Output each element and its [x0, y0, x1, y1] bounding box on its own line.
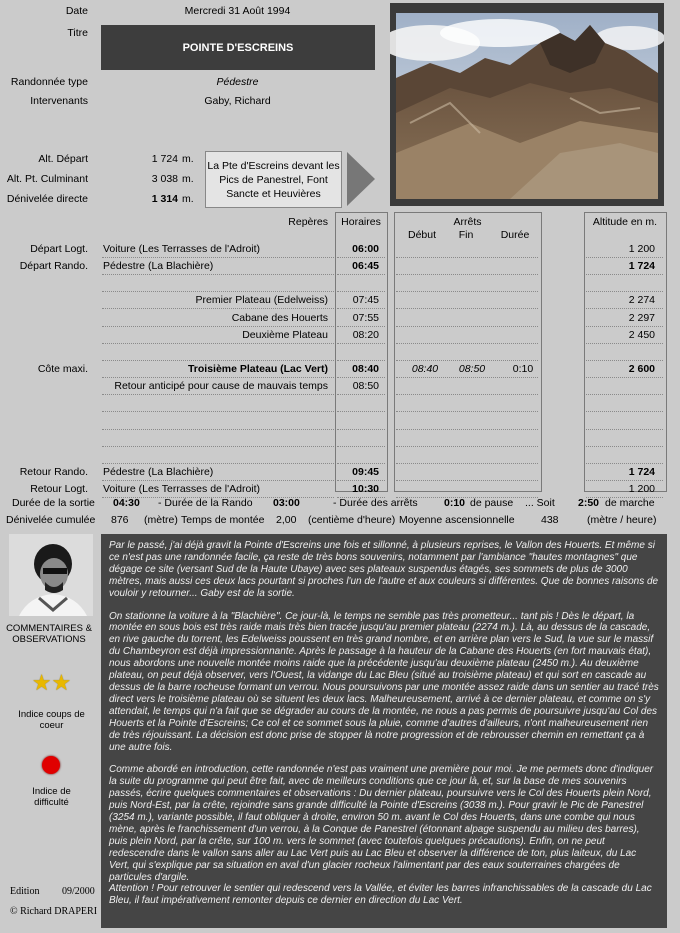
difficulte-label: Indice de difficulté — [32, 786, 71, 808]
star-icon: ★ — [51, 670, 72, 695]
row-label: Retour Logt. — [30, 483, 88, 495]
th-horaires: Horaires — [341, 216, 381, 228]
row-separator — [396, 343, 538, 344]
row-separator — [102, 360, 334, 361]
row-separator — [396, 480, 538, 481]
alt-start-unit: m. — [182, 153, 194, 165]
row-separator — [337, 394, 385, 395]
alt-peak-unit: m. — [182, 173, 194, 185]
row-separator — [586, 326, 663, 327]
row-separator — [102, 394, 334, 395]
row-repere: Pédestre (La Blachière) — [103, 260, 214, 272]
type-label: Randonnée type — [10, 76, 88, 88]
row-time: 08:20 — [352, 329, 379, 341]
row-separator — [337, 411, 385, 412]
row-separator — [586, 411, 663, 412]
title-label: Titre — [67, 27, 88, 39]
narrative-box — [101, 534, 667, 928]
row-separator — [102, 291, 334, 292]
row-time: 08:40 — [352, 363, 379, 375]
summary-arrets-label: - Durée des arrêts — [333, 497, 418, 509]
row-separator — [102, 429, 334, 430]
summary-sortie-label: Durée de la sortie — [12, 497, 95, 509]
row-label: Retour Rando. — [19, 466, 88, 478]
comments-label: COMMENTAIRES & OBSERVATIONS — [6, 623, 92, 645]
row-time: 09:45 — [352, 466, 379, 478]
row-separator — [586, 480, 663, 481]
row-altitude: 2 274 — [628, 294, 655, 306]
date-label: Date — [65, 5, 88, 17]
th-reperes: Repères — [288, 216, 328, 228]
row-separator — [396, 360, 538, 361]
alt-start-label: Alt. Départ — [38, 153, 88, 165]
narrative-paragraph-3: Comme abordé en introduction, cette randonnée n'est pas vraiment une première pour moi. Je me permets donc d'indiquer la suite du programme qui peut être fait, avec de meilleurs conditions que ce jour là, et, sur la base de mes souvenirs passés, écrire quelques commentaires et observations : Du dernier plateau, poursuivre vers le Col des Houerts plein Nord, puis Nord-Est, par la crête, rejoindre sans grande difficulté la Pointe d'Escreins (3038 m.). Pour gravir le Pic de Panestrel (3254 m.), variante possible, il faut obliquer à droite, environ 50 m. avant le Col des Houerts, dans une combe qui nous mène, après le franchissement d'un verrou, à la Conque de Panestrel (étonnant alpage suspendu au milieu des barres), puis plein Nord, par la crête, sur 100 m. vers le sommet (avec toutefois quelques précautions). Enfin, on ne peut redescendre dans le vallon sans aller au Lac Vert puis au Lac Bleu et observer la différence de ton, plus laiteux, du Lac Vert, qui s'explique par sa situation en aval d'un glacier rocheux l'alimentant par des eaux souterraines chargées de particules d'argile. Attention ! Pour retrouver le sentier qui redescend vers la Vallée, et éviter les barres infranchissables de la cascade du Lac Bleu, il faut impérativement remonter depuis ce dernier en direction du Lac Vert. — [109, 764, 654, 907]
row-repere: Voiture (Les Terrasses de l'Adroit) — [103, 243, 261, 255]
summary-deniv-unit: (mètre) — [144, 514, 178, 526]
row-separator — [586, 394, 663, 395]
row-repere: Deuxième Plateau — [242, 329, 328, 341]
edition-label: Edition — [10, 886, 40, 897]
coeur-label: Indice coups de coeur — [18, 709, 85, 731]
summary-sortie-value: 04:30 — [113, 497, 140, 509]
row-altitude: 2 600 — [628, 363, 655, 375]
arrow-right-icon — [347, 152, 377, 206]
row-separator — [396, 411, 538, 412]
summary-marche-value: 2:50 — [578, 497, 600, 509]
row-separator — [337, 274, 385, 275]
row-label: Départ Rando. — [19, 260, 88, 272]
row-separator — [396, 308, 538, 309]
row-separator — [337, 429, 385, 430]
row-separator — [337, 480, 385, 481]
summary-moy-value: 438 — [541, 514, 559, 526]
row-separator — [337, 291, 385, 292]
row-separator — [337, 463, 385, 464]
summary-arrets-value: 0:10 — [444, 497, 466, 509]
row-time: 10:30 — [352, 483, 379, 495]
alt-diff-label: Dénivelée directe — [6, 193, 88, 205]
row-altitude: 1 200 — [628, 243, 655, 255]
row-separator — [102, 377, 334, 378]
row-separator — [102, 308, 334, 309]
row-separator — [396, 326, 538, 327]
summary-deniv-value: 876 — [111, 514, 129, 526]
row-separator — [102, 274, 334, 275]
summary-moy-label: Moyenne ascensionnelle — [399, 514, 515, 526]
narrative-paragraph-1: Par le passé, j'ai déjà gravit la Pointe d'Escreins une fois et sillonné, à plusieurs reprises, le Vallon des Houerts. Et même si ce n'est pas une randonnée facile, ça reste de très bons souvenirs, notamment par l'ambiance "hautes montagnes" que dégage ce site (versant Sud de la Haute Ubaye) avec ses plateaux suspendus étagés, ses sommets de plus de 3000 mètres, mais aussi ces deux lacs pourtant si proches l'un de l'autre et aux couleurs si différentes. Que de bonnes raisons de vouloir y retourner... Gaby est de la sortie. — [109, 540, 659, 599]
summary-pause-label: de pause — [470, 497, 514, 509]
row-duree: 0:10 — [512, 363, 534, 375]
row-altitude: 1 200 — [628, 483, 655, 495]
row-repere: Premier Plateau (Edelweiss) — [195, 294, 328, 306]
row-separator — [396, 463, 538, 464]
row-altitude: 2 297 — [628, 312, 655, 324]
alt-peak-value: 3 038 — [151, 173, 178, 185]
date-value: Mercredi 31 Août 1994 — [184, 5, 291, 17]
row-separator — [396, 274, 538, 275]
row-separator — [396, 377, 538, 378]
people-value: Gaby, Richard — [204, 95, 271, 107]
row-repere: Cabane des Houerts — [231, 312, 328, 324]
th-fin: Fin — [458, 229, 474, 241]
edition-value: 09/2000 — [62, 886, 95, 897]
row-separator — [102, 480, 334, 481]
photo-caption — [205, 151, 342, 208]
row-separator — [102, 343, 334, 344]
row-time: 07:45 — [352, 294, 379, 306]
row-altitude: 1 724 — [628, 466, 655, 478]
row-separator — [396, 429, 538, 430]
th-arrets: Arrêts — [453, 216, 482, 228]
page-title: POINTE D'ESCREINS — [101, 25, 375, 70]
row-separator — [337, 326, 385, 327]
summary-moy-unit: (mètre / heure) — [587, 514, 657, 526]
row-separator — [102, 326, 334, 327]
row-separator — [586, 446, 663, 447]
alt-diff-value: 1 314 — [151, 193, 178, 205]
author-portrait-image — [9, 534, 93, 616]
summary-montee-label: Temps de montée — [181, 514, 265, 526]
row-separator — [337, 308, 385, 309]
th-debut: Début — [407, 229, 437, 241]
narrative-paragraph-2: On stationne la voiture à la "Blachière". Ce jour-là, le temps ne semble pas très prometteur... tant pis ! Dès le départ, la montée en sous bois est très raide mais très bien tracée jusqu'au premier plateau (2274 m.). Là, au dessus de la cascade, en rive gauche du torrent, les Edelweiss poussent en très grand nombre, et en arrière plan vers le Sud, la vue sur le massif du Chambeyron est déjà impressionnante. Après le passage à la hauteur de la Cabane des Houerts (en fort mauvais état), nous abordons une nouvelle montée moins raide que la précédente jusqu'au deuxième plateau (2450 m.). Au deuxième plateau, on peut déjà observer, vers l'Ouest, la vidange du Lac Bleu (situé au troisième plateau) et qui sort en cascade au dessus de la barre rocheuse formant un verrou. Nous poursuivons par une montée assez raide dans un sentier au tracé très direct vers le troisième plateau où se situent les deux lacs. Malheureusement, arrivé à ce dernier plateau, et comme on s'y attendait, le temps qui n'a fait que se dégrader au cours de la montée, ne nous a pas permis de poursuivre jusqu'au Col des Houerts et la Pointe d'Escreins; Ce col et ce sommet sous la pluie, comme d'autres d'ailleurs, n'ont malheureusement rien de très réjouissant. La décision est donc prise de stopper là notre progression et de rebrousser chemin en remettant ça à une autre fois. — [109, 610, 659, 753]
row-separator — [396, 394, 538, 395]
row-separator — [337, 360, 385, 361]
row-altitude: 2 450 — [628, 329, 655, 341]
row-separator — [102, 463, 334, 464]
type-value: Pédestre — [216, 76, 259, 88]
row-time: 06:45 — [352, 260, 379, 272]
summary-rando-label: - Durée de la Rando — [158, 497, 253, 509]
row-separator — [396, 446, 538, 447]
row-label: Côte maxi. — [37, 363, 88, 375]
row-separator — [586, 463, 663, 464]
copyright: © Richard DRAPERI — [10, 906, 98, 917]
summary-rando-value: 03:00 — [273, 497, 300, 509]
photo-caption-text: La Pte d'Escreins devant les Pics de Panestrel, Font Sancte et Heuvières — [207, 159, 340, 200]
row-separator — [102, 257, 334, 258]
th-duree: Durée — [500, 229, 530, 241]
row-repere: Voiture (Les Terrasses de l'Adroit) — [103, 483, 261, 495]
row-time: 08:50 — [352, 380, 379, 392]
alt-peak-label: Alt. Pt. Culminant — [6, 173, 88, 185]
row-separator — [586, 274, 663, 275]
row-altitude: 1 724 — [628, 260, 655, 272]
row-separator — [586, 429, 663, 430]
coeur-stars — [4, 670, 99, 696]
summary-deniv-label: Dénivelée cumulée — [6, 514, 96, 526]
row-repere: Retour anticipé pour cause de mauvais temps — [114, 380, 328, 392]
row-separator — [396, 291, 538, 292]
people-label: Intervenants — [30, 95, 88, 107]
row-fin: 08:50 — [458, 363, 486, 375]
row-separator — [586, 360, 663, 361]
row-separator — [102, 411, 334, 412]
row-label: Départ Logt. — [30, 243, 88, 255]
row-separator — [586, 343, 663, 344]
row-debut: 08:40 — [411, 363, 439, 375]
mountain-photo-image — [390, 3, 664, 206]
summary-marche-label: de marche — [605, 497, 655, 509]
row-separator — [396, 257, 538, 258]
row-separator — [337, 377, 385, 378]
th-altitude: Altitude en m. — [592, 216, 658, 228]
difficulty-dot-icon — [42, 756, 60, 774]
row-time: 07:55 — [352, 312, 379, 324]
row-time: 06:00 — [352, 243, 379, 255]
alt-start-value: 1 724 — [151, 153, 178, 165]
row-separator — [586, 291, 663, 292]
row-separator — [586, 257, 663, 258]
row-separator — [102, 446, 334, 447]
mountain-photo — [390, 3, 664, 206]
row-separator — [337, 257, 385, 258]
summary-montee-unit: (centième d'heure) — [308, 514, 396, 526]
row-separator — [337, 343, 385, 344]
arrets-column — [394, 212, 542, 492]
row-separator — [586, 308, 663, 309]
summary-soit-label: ... Soit — [525, 497, 555, 509]
row-repere: Troisième Plateau (Lac Vert) — [187, 363, 328, 375]
summary-montee-value: 2,00 — [276, 514, 297, 526]
star-icon: ★ — [31, 670, 52, 695]
author-photo — [9, 534, 93, 616]
alt-diff-unit: m. — [182, 193, 194, 205]
row-separator — [586, 377, 663, 378]
row-separator — [337, 446, 385, 447]
row-repere: Pédestre (La Blachière) — [103, 466, 214, 478]
